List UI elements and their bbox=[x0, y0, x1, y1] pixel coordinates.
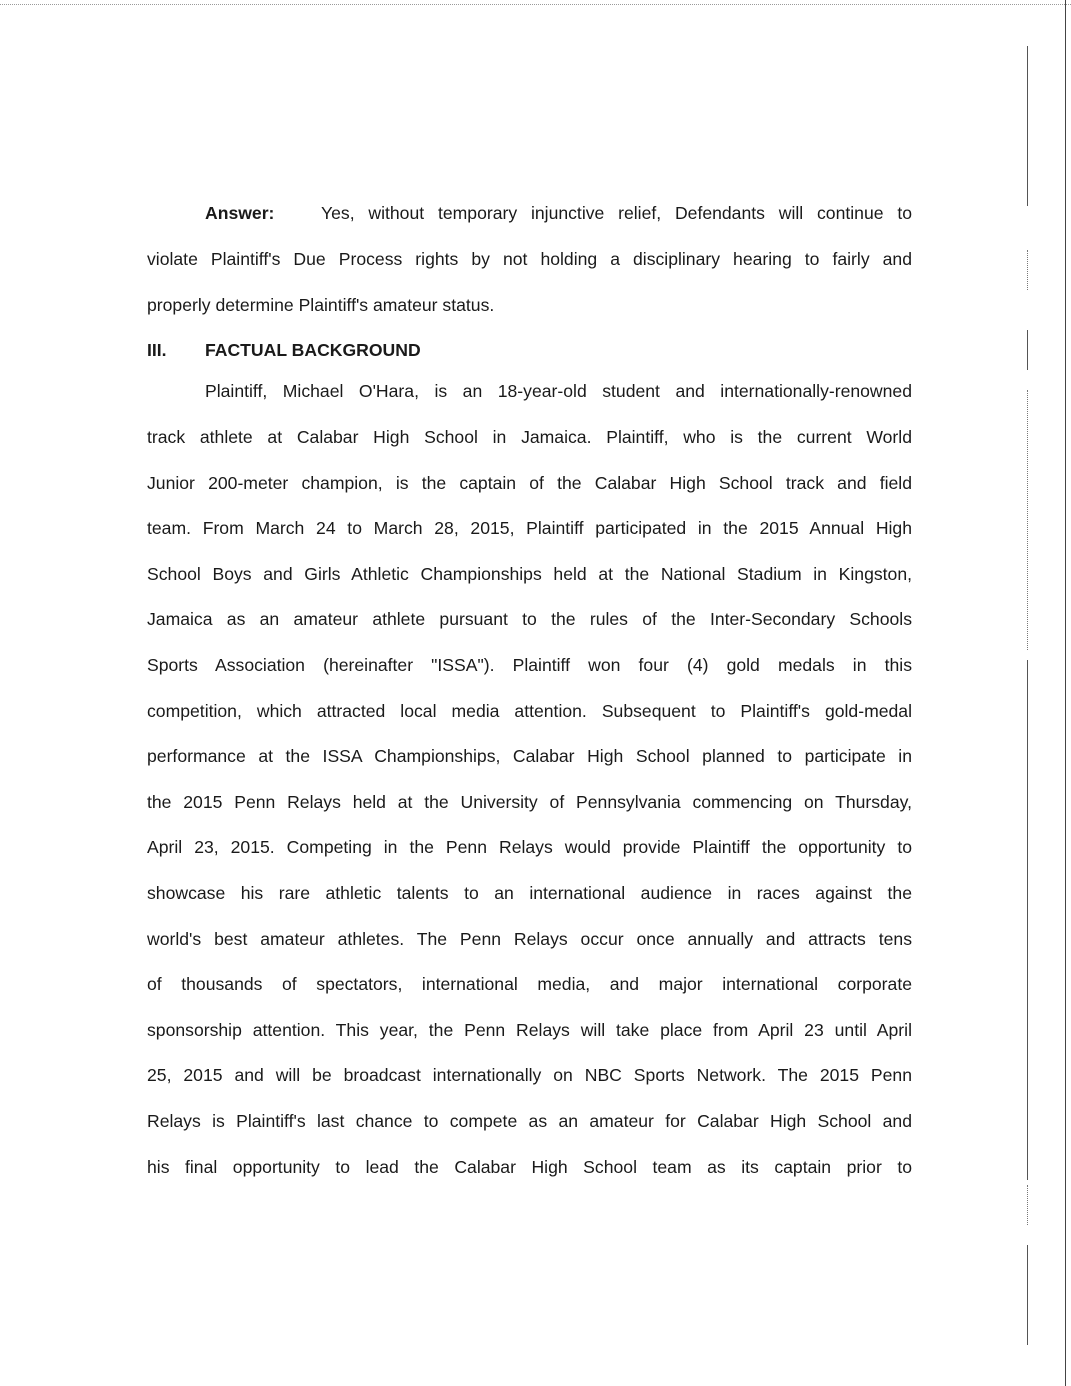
margin-line bbox=[1027, 660, 1028, 1180]
paragraph-line: Sports Association (hereinafter "ISSA"). Plaintiff won four (4) gold medals in this bbox=[147, 655, 912, 675]
scan-top-edge bbox=[0, 4, 1071, 5]
paragraph-line: competition, which attracted local media attention. Subsequent to Plaintiff's gold-medal bbox=[147, 701, 912, 721]
paragraph-line: Jamaica as an amateur athlete pursuant to the rules of the Inter-Secondary Schools bbox=[147, 609, 912, 629]
margin-line bbox=[1027, 46, 1028, 206]
paragraph-line: the 2015 Penn Relays held at the University of Pennsylvania commencing on Thursday, bbox=[147, 792, 912, 812]
paragraph-line: April 23, 2015. Competing in the Penn Relays would provide Plaintiff the opportunity to bbox=[147, 837, 912, 857]
paragraph-line: performance at the ISSA Championships, Calabar High School planned to participate in bbox=[147, 746, 912, 766]
section-title: FACTUAL BACKGROUND bbox=[205, 340, 421, 360]
paragraph-line: 25, 2015 and will be broadcast internationally on NBC Sports Network. The 2015 Penn bbox=[147, 1065, 912, 1085]
answer-line-2: violate Plaintiff's Due Process rights by not holding a disciplinary hearing to fairly and bbox=[147, 249, 912, 269]
answer-label: Answer: bbox=[205, 203, 275, 223]
paragraph-line: Relays is Plaintiff's last chance to compete as an amateur for Calabar High School and bbox=[147, 1111, 912, 1131]
paragraph-line: team. From March 24 to March 28, 2015, Plaintiff participated in the 2015 Annual High bbox=[147, 518, 912, 538]
paragraph-line: his final opportunity to lead the Calabar High School team as its captain prior to bbox=[147, 1157, 912, 1177]
answer-line-1 bbox=[205, 201, 912, 225]
paragraph-line: of thousands of spectators, international media, and major international corporate bbox=[147, 974, 912, 994]
answer-line-3: properly determine Plaintiff's amateur status. bbox=[147, 295, 495, 315]
paragraph-line: showcase his rare athletic talents to an international audience in races against the bbox=[147, 883, 912, 903]
margin-line bbox=[1027, 330, 1028, 370]
paragraph-line: School Boys and Girls Athletic Championships held at the National Stadium in Kingston, bbox=[147, 564, 912, 584]
paragraph-line: sponsorship attention. This year, the Penn Relays will take place from April 23 until April bbox=[147, 1020, 912, 1040]
paragraph-line: Junior 200-meter champion, is the captain of the Calabar High School track and field bbox=[147, 473, 912, 493]
paragraph-line: world's best amateur athletes. The Penn Relays occur once annually and attracts tens bbox=[147, 929, 912, 949]
paragraph-line: track athlete at Calabar High School in Jamaica. Plaintiff, who is the current World bbox=[147, 427, 912, 447]
paragraph-line: Plaintiff, Michael O'Hara, is an 18-year-old student and internationally-renowned bbox=[205, 381, 912, 401]
margin-line bbox=[1027, 1185, 1028, 1225]
margin-line bbox=[1027, 1245, 1028, 1345]
margin-line bbox=[1027, 250, 1028, 290]
section-heading bbox=[147, 338, 421, 362]
section-number: III. bbox=[147, 340, 167, 360]
scan-right-edge bbox=[1065, 0, 1066, 1386]
margin-line bbox=[1027, 390, 1028, 650]
answer-text: Yes, without temporary injunctive relief, Defendants will continue to bbox=[321, 203, 912, 223]
